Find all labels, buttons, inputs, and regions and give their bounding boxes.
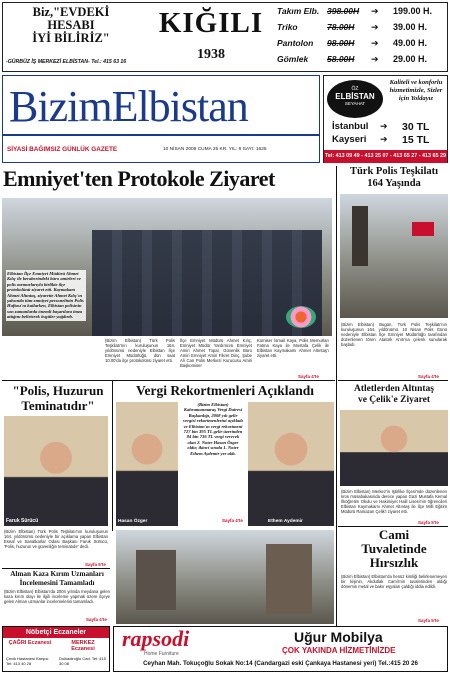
bus-route [332, 134, 444, 146]
arrow-icon: ➔ [380, 134, 388, 144]
polis-title [340, 166, 448, 190]
arrow-icon: ➔ [371, 22, 379, 32]
price-new: 199.00 H. [393, 6, 433, 16]
bus-phones: Tel: 413 09 49 - 413 25 07 - 413 65 27 - 413 65 29 [324, 150, 447, 163]
price-item: Pantolon [277, 38, 314, 48]
photo-cabinet [136, 550, 176, 610]
read-more[interactable]: Sayfa 4'te [418, 374, 439, 379]
price-item: Takım Elb. [277, 6, 320, 16]
brand-logo: KIĞILI [158, 7, 264, 39]
price-old: 78.00H [327, 22, 355, 32]
price-row [277, 38, 447, 54]
masthead-tagline: SİYASİ BAĞIMSIZ GÜNLÜK GAZETE [7, 146, 118, 153]
masthead-dateline: 10 NİSAN 2009 CUMA 25 KR. YIL: 6 SAYI: 1625 [163, 147, 267, 152]
read-more[interactable]: Sayfa 4'te [298, 374, 319, 379]
read-more[interactable]: Sayfa 5'te [85, 562, 106, 567]
ad-slogan [7, 6, 135, 45]
bottom-address: Ceyhan Mah. Tokuçoğlu Sokak No:14 (Candargazi eski Çankaya Hastanesi yeri) Tel.:415 20 26 [143, 660, 418, 667]
price-old: 98.00H [327, 38, 355, 48]
section-rule [338, 380, 448, 381]
bus-route-price: 30 TL [402, 121, 430, 133]
top-ad [2, 2, 448, 72]
polis-title-line: Türk Polis Teşkilatı [349, 166, 439, 177]
bottom-brand: rapsodi [122, 626, 190, 651]
atletler-photo [340, 410, 448, 486]
headline-body: İlçe Emniyet Müdürü Ahmet Kılıç, Emniyet Müdür Yardımcısı Emniyet Amiri Ahmet Topal, Güvenlik Büro Amiri Emniyet Amiri Fikret Dinç, Şube Ali Can Polis Merkezi Kurucusu Amiri Başkomiser [180, 338, 252, 368]
vergi-name: Hasan Özger [118, 519, 148, 524]
cami-title-line: Hırsızlık [369, 555, 419, 570]
read-more[interactable]: Sayfa 5'te [418, 520, 439, 525]
huzur-title-line: "Polis, Huzurun [12, 383, 104, 398]
masthead [2, 75, 320, 163]
pharmacy-left-name: ÇAĞRI Eczanesi [8, 640, 52, 646]
bus-route-price: 15 TL [402, 134, 430, 146]
vergi-caption: (Bizim Elbistan) Kahramanmaraş Vergi Dairesi Başkanlığı, 2008 yılı gelir vergisi rekortmenlerini açıkladı ve Elbistan'ın vergi rekortmeni 727 bin 395 TL gelir üzerinden 84 bin 736 TL vergi verecek olan 2. Noter Hasan Özger oldu; ikinci sırada 1. Noter Ethem Aydemir yer aldı. [183, 402, 243, 456]
polis-photo [340, 194, 448, 318]
headline-body: (Bizim Elbistan) Türk Polis Teşkilatı'nın kuruluşunun 164. yıldönümü nedeniyle Elbistan İlçe Emniyet Müdürlüğü, dün saat 10.00'da ilçe protokolünü ziyaret etti. [105, 338, 175, 363]
arrow-icon: ➔ [371, 38, 379, 48]
polis-title-line: 164 Yaşında [367, 178, 421, 189]
masthead-title-part: Bizim [9, 82, 112, 131]
read-more[interactable]: Sayfa 5'te [418, 618, 439, 623]
vergi-photo-1 [116, 402, 178, 526]
atletler-title-line: Atletlerden Altıntaş [354, 384, 434, 394]
huzur-body: (Bizim Elbistan) Türk Polis Teşkilatı'nın kuruluşunun 164. yıldönümü nedeniyle bir açıklama yapan Elbistan Esnaf ve Sanatkarlar Odası Başkanı Faruk Sürücü, 'Polis, huzurun ve güvenliğin teminatıdır' dedi. [4, 529, 108, 549]
read-more[interactable]: Sayfa 4'te [222, 518, 243, 523]
price-new: 29.00 H. [393, 54, 428, 64]
bus-logo-top: ÖZ [351, 86, 359, 92]
ad-slogan-line: Biz,"EVDEKİ [32, 5, 110, 19]
vergi-title: Vergi Rekortmenleri Açıklandı [136, 383, 314, 398]
cami-photo [116, 530, 334, 624]
cami-body: (Bizim Elbistan) Elbistan'da henüz kimliği belirlenemeyen bir kişinin, Akdutlak Camii'nin tuvaletinden aldığı dönemin metal ve bakır eşyaları çaldığı iddia edildi. [341, 574, 447, 589]
pharmacy-left-addr: Çevik Hastanesi Karşısı Tel: 413 40 28 [6, 656, 49, 666]
atletler-title-line: ve Çelik'e Ziyaret [357, 395, 431, 405]
masthead-title-part: Elbistan [111, 82, 248, 131]
atletler-title [340, 384, 448, 406]
price-row [277, 6, 447, 22]
brand-year: 1938 [197, 47, 225, 62]
section-rule [2, 568, 110, 569]
photo-cabinet [266, 544, 312, 614]
cami-title-line: Tuvaletinde [361, 541, 427, 556]
bus-logo-name: ELBİSTAN [335, 92, 375, 101]
bus-route-city: İstanbul [332, 121, 369, 132]
headline-body: Komiser İsmail Kaya, Polis Memurları Fatma Kaya ile Mustafa Çelik ile Elbistan Kaymakamı Ahmet Altıntaş'ı ziyaret etti. [257, 338, 329, 358]
photo-flag [412, 222, 434, 236]
section-rule [2, 380, 335, 381]
polis-body: (Bizim Elbistan) Bugün, Türk Polis Teşkilatı'nın kuruluşunun 164. yıldönümü. 10 Nisan Polis Günü nedeniyle Elbistan İlçe Emniyet Müdürlüğü tarafından düzenlenen tören Atatürk Anıtı'na çelenk sunularak başladı. [341, 322, 447, 347]
price-item: Gömlek [277, 54, 309, 64]
huzur-title [4, 383, 112, 413]
bus-route-city: Kayseri [332, 134, 367, 145]
cami-title-line: Cami [378, 527, 410, 542]
price-item: Triko [277, 22, 298, 32]
arrow-icon: ➔ [371, 6, 379, 16]
pharmacy-title: Nöbetçi Eczaneler [3, 627, 109, 638]
alman-body: (Bizim Elbistan) Elbistan'da 2004 yılında meydana gelen kaza kırım olayı ile ilgili inceleme yapmak üzere ilçeye gelen Alman uzmanlar incelemelerini tamamladı. [4, 589, 110, 604]
alman-title-line: Alman Kaza Kırım Uzmanları [10, 570, 104, 578]
photo-statue [352, 206, 368, 266]
arrow-icon: ➔ [371, 54, 379, 64]
price-new: 49.00 H. [393, 38, 428, 48]
price-old: 398.00H [327, 6, 360, 16]
vergi-photo-2 [248, 402, 334, 526]
column-divider [112, 381, 113, 531]
bus-logo-sub: SEYAHAT [344, 101, 366, 106]
bus-slogan: Kaliteli ve konforlu hizmetimizle, Sizler için Yoldayız [389, 79, 443, 102]
ad-address: -GÜRBÜZ İŞ MERKEZİ ELBİSTAN- Tel.: 415 63 16 [6, 59, 127, 65]
price-row [277, 22, 447, 38]
cami-title [340, 528, 448, 570]
bus-logo [327, 80, 383, 118]
huzur-photo [4, 416, 108, 526]
huzur-photo-name: Faruk Sürücü [6, 518, 39, 524]
masthead-title [9, 82, 248, 132]
ad-slogan-line: HESABI [47, 18, 95, 32]
price-old: 58.00H [327, 54, 355, 64]
vergi-name: Ethem Aydemir [268, 519, 303, 524]
alman-title [4, 570, 110, 587]
bottom-slogan: ÇOK YAKINDA HİZMETİNİZDE [282, 646, 396, 655]
photo-flowers [286, 306, 316, 328]
bus-ad [323, 75, 448, 163]
alman-title-line: İncelemesini Tamamladı [19, 578, 95, 587]
masthead-rule [3, 134, 319, 136]
pharmacy-box [2, 626, 110, 672]
ad-slogan-line: İYİ BİLİRİZ" [32, 31, 110, 45]
arrow-icon: ➔ [380, 121, 388, 131]
atletler-body: (Bizim Elbistan) Merkez'in Iştirlike İlçesi'nde düzenlenen kros müsabakasında derece yapan Gazi Mustafa Kemal İlköğretim Okulu ve Hakimiyet Halil Lisesi'nin öğrencileri Elbistan Kaymakamı Ahmet Altıntaş ile İlçe Milli Eğitim Müdürü Ramazan Çelik'i ziyaret etti. [341, 489, 447, 514]
main-headline: Emniyet'ten Protokole Ziyaret [3, 166, 275, 191]
pharmacy-right-addr: Dulkadiroğlu Cad. Tel: 415 30 08 [59, 656, 106, 666]
column-divider [336, 166, 337, 626]
price-new: 39.00 H. [393, 22, 428, 32]
bottom-company: Uğur Mobilya [294, 629, 383, 645]
headline-caption: Elbistan İlçe Emniyet Müdürü Ahmet Kılıç ile beraberindeki büro amirleri ve polis memurlarıyla birlikte ilçe protokolünü ziyaret etti. Kaymakam Ahmet Altıntaş, ziyarette Ahmet Kılıç'ın şahsında tüm emniyet personelinin Polis Haftası'nı kutlarken, Elbistan polisinin son zamanlarda önemli başarılara imza attığını belirterek övgüler yağdırdı. [6, 270, 86, 321]
bottom-brand-sub: Home Furniture [144, 651, 179, 657]
read-more[interactable]: Sayfa 4'te [86, 617, 107, 622]
price-row [277, 54, 447, 70]
pharmacy-right-name: MERKEZ Eczanesi [71, 640, 95, 652]
bottom-ad [113, 626, 448, 672]
huzur-title-line: Teminatıdır" [21, 398, 95, 413]
bus-route [332, 121, 444, 133]
